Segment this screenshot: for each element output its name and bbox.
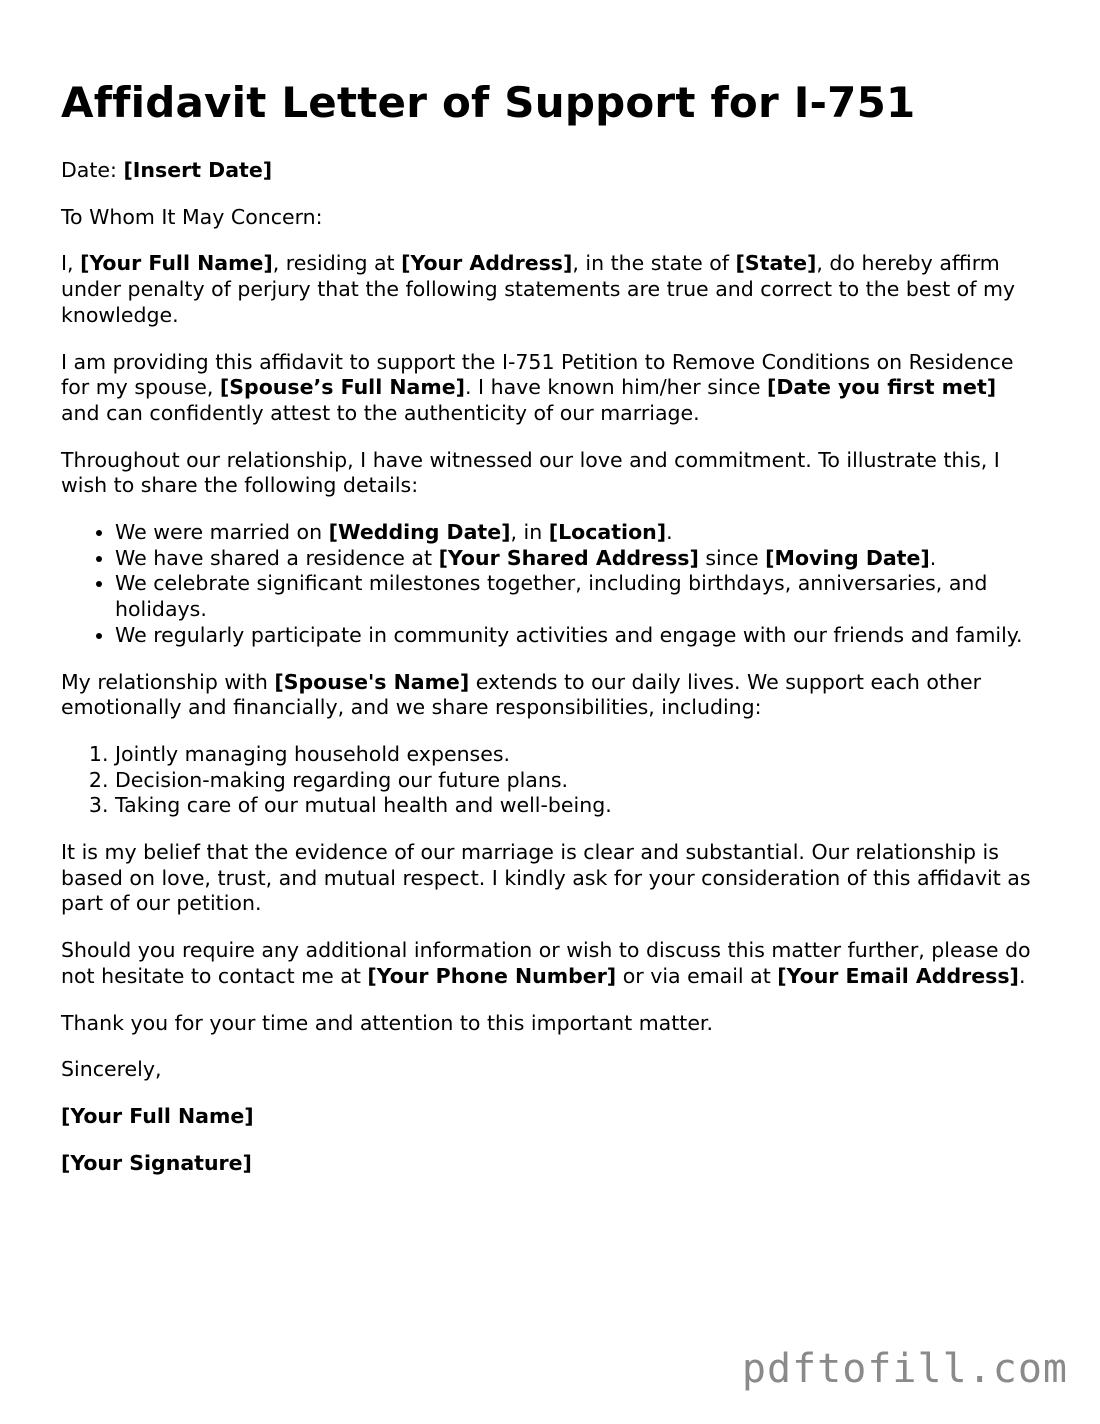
- email-placeholder: [Your Email Address]: [777, 963, 1019, 988]
- wedding-date-placeholder: [Wedding Date]: [328, 520, 511, 545]
- document-page: [61, 76, 1041, 1197]
- responsibilities-list: [61, 742, 1041, 819]
- moving-date-placeholder: [Moving Date]: [765, 545, 930, 570]
- belief-paragraph: It is my belief that the evidence of our marriage is clear and substantial. Our relationship is based on love, trust, and mutual respect. I kindly ask for your consideration of this affidavit as part of our petition.: [61, 840, 1031, 916]
- list-item: 1. Jointly managing household expenses.: [115, 742, 1041, 768]
- location-placeholder: [Location]: [548, 520, 667, 545]
- date-met-placeholder: [Date you first met]: [767, 375, 997, 400]
- closing: Sincerely,: [61, 1057, 162, 1082]
- state-placeholder: [State]: [735, 251, 817, 276]
- spouse-name-placeholder: [Spouse's Name]: [274, 669, 470, 694]
- phone-placeholder: [Your Phone Number]: [367, 963, 617, 988]
- list-item: 2. Decision-making regarding our future plans.: [115, 768, 1041, 794]
- thanks-paragraph: Thank you for your time and attention to this important matter.: [61, 1010, 713, 1035]
- intro-paragraph: I, [Your Full Name], residing at [Your Address], in the state of [State], do hereby affirm under penalty of perjury that the following statements are true and correct to the best of my knowledge.: [61, 251, 1016, 327]
- shared-address-placeholder: [Your Shared Address]: [438, 545, 699, 570]
- purpose-paragraph: I am providing this affidavit to support the I-751 Petition to Remove Conditions on Residence for my spouse, [Spouse’s Full Name]. I have known him/her since [Date you first met] and can confidently attest to the authenticity of our marriage.: [61, 349, 1014, 425]
- signature-line: [Your Signature]: [61, 1150, 252, 1175]
- address-placeholder: [Your Address]: [401, 251, 573, 276]
- document-title: Affidavit Letter of Support for I-751: [61, 78, 916, 127]
- list-item: • We have shared a residence at [Your Shared Address] since [Moving Date].: [115, 546, 1041, 572]
- date-placeholder: [Insert Date]: [123, 158, 273, 182]
- contact-paragraph: Should you require any additional information or wish to discuss this matter further, please do not hesitate to contact me at [Your Phone Number] or via email at [Your Email Address].: [61, 938, 1031, 988]
- list-item: • We were married on [Wedding Date], in [Location].: [115, 520, 1041, 546]
- full-name-placeholder: [Your Full Name]: [80, 251, 273, 276]
- list-item: 3. Taking care of our mutual health and well-being.: [115, 793, 1041, 819]
- date-line: [61, 158, 1041, 184]
- details-list: [61, 520, 1041, 649]
- date-label: Date:: [61, 158, 117, 182]
- signoff-name: [Your Full Name]: [61, 1103, 254, 1128]
- watermark: pdftofill.com: [741, 1346, 1068, 1392]
- list-item: • We regularly participate in community activities and engage with our friends and family.: [115, 623, 1041, 649]
- spouse-full-name-placeholder: [Spouse’s Full Name]: [219, 375, 465, 400]
- list-item: • We celebrate significant milestones together, including birthdays, anniversaries, and holidays.: [115, 571, 1041, 622]
- relationship-paragraph: My relationship with [Spouse's Name] extends to our daily lives. We support each other emotionally and financially, and we share responsibilities, including:: [61, 669, 982, 720]
- witness-paragraph: Throughout our relationship, I have witnessed our love and commitment. To illustrate this, I wish to share the following details:: [61, 447, 1000, 498]
- salutation: To Whom It May Concern:: [61, 204, 323, 229]
